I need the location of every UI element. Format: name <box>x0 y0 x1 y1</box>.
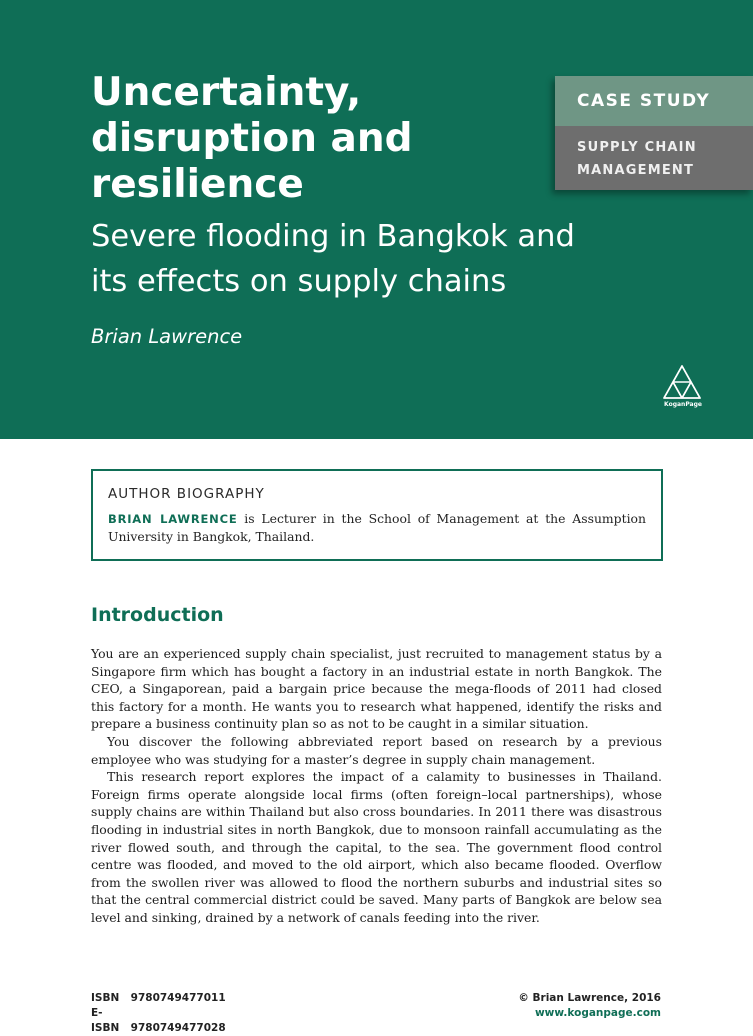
eisbn-line <box>91 1006 226 1036</box>
case-study-badge <box>555 76 753 190</box>
eisbn-label: E-ISBN <box>91 1007 120 1034</box>
isbn-value: 9780749477011 <box>130 992 226 1004</box>
bio-description: is Lecturer in the School of Management at the Assumption University in Bangkok, Thailand. <box>108 511 646 544</box>
isbn-label: ISBN <box>91 992 120 1004</box>
paragraph-1: You are an experienced supply chain specialist, just recruited to management status by a Singapore firm which has bought a factory in an industrial estate in north Bangkok. The CEO, a Singaporean, paid a bargain price because the mega-floods of 2011 had closed this factory for a month. He wants you to research what happened, identify the risks and prepare a business continuity plan so as not to be caught in a similar situation. <box>91 646 662 732</box>
introduction-body <box>91 645 662 927</box>
paragraph-3: This research report explores the impact of a calamity to businesses in Thailand. Foreign firms operate alongside local firms (often foreign–local partnerships), whose supply chains are within Thailand but also cross boundaries. In 2011 there was disastrous flooding in industrial sites in north Bangkok, due to monsoon rainfall accumulating as the river flowed south, and through the capital, to the sea. The government flood control centre was flooded, and moved to the old airport, which also became flooded. Overflow from the swollen river was allowed to flood the northern suburbs and industrial sites so that the central commercial district could be saved. Many parts of Bangkok are below sea level and sinking, drained by a network of canals feeding into the river. <box>91 769 662 925</box>
author-biography-box <box>91 469 663 561</box>
author-name: Brian Lawrence <box>91 325 243 348</box>
introduction-heading: Introduction <box>91 604 224 626</box>
topic-label <box>555 126 753 190</box>
book-title: Uncertainty, disruption and resilience <box>91 70 413 207</box>
publisher-logo-text: KoganPage <box>664 401 702 408</box>
copyright-block <box>518 991 661 1021</box>
bio-author-name: BRIAN LAWRENCE <box>108 512 238 526</box>
eisbn-value: 9780749477028 <box>130 1022 226 1034</box>
isbn-line <box>91 991 226 1006</box>
copyright-notice: © Brian Lawrence, 2016 <box>518 992 661 1004</box>
cover-header <box>0 0 753 439</box>
topic-line-2: MANAGEMENT <box>577 163 695 178</box>
case-study-label: CASE STUDY <box>555 76 753 126</box>
topic-line-1: SUPPLY CHAIN <box>577 140 697 155</box>
paragraph-2: You discover the following abbreviated report based on research by a previous employee who was studying for a master’s degree in supply chain management. <box>91 733 662 767</box>
publisher-url[interactable]: www.koganpage.com <box>534 1007 661 1019</box>
book-subtitle: Severe flooding in Bangkok and its effects on supply chains <box>91 219 575 299</box>
bio-heading: AUTHOR BIOGRAPHY <box>108 486 265 502</box>
isbn-block <box>91 991 226 1036</box>
bio-text <box>108 510 646 546</box>
